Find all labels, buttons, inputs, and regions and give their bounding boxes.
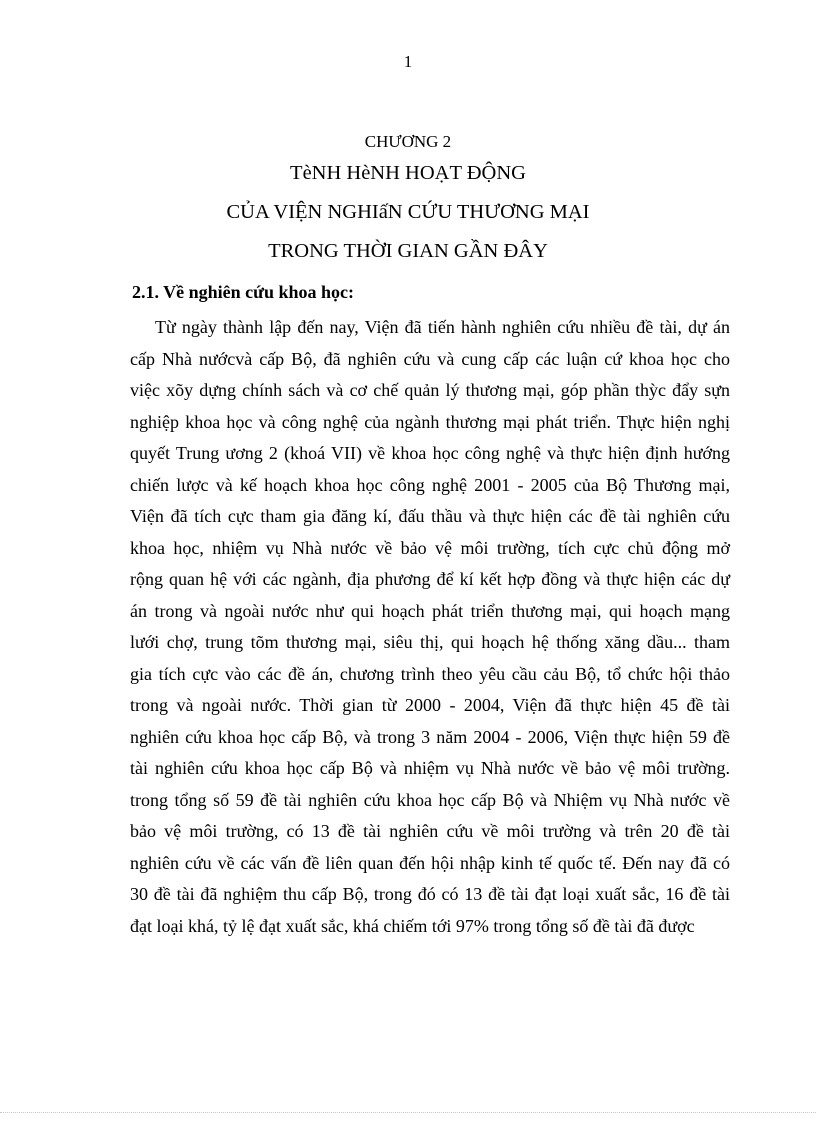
paragraph-line: trong và ngoài nước. Thời gian từ 2000 - 2004, Viện đã thực hiện 45 đề tài <box>130 695 730 715</box>
paragraph-line: nghiệp khoa học và công nghệ của ngành thương mại phát triển. Thực hiện nghị <box>130 411 730 432</box>
paragraph-line: trong tổng số 59 đề tài nghiên cứu khoa học cấp Bộ và Nhiệm vụ Nhà nước về <box>130 789 730 810</box>
chapter-title-line-2: CỦA VIỆN NGHIấN CỨU THƯƠNG MẠI <box>226 201 590 223</box>
paragraph-line: 30 đề tài đã nghiệm thu cấp Bộ, trong đó có 13 đề tài đạt loại xuất sắc, 16 đề tài <box>130 884 730 904</box>
page-bottom-divider <box>0 1112 816 1113</box>
paragraph-line: khoa học, nhiệm vụ Nhà nước về bảo vệ môi trường, tích cực chủ động mở <box>130 537 730 558</box>
paragraph-line: Từ ngày thành lập đến nay, Viện đã tiến hành nghiên cứu nhiều đề tài, dự án <box>155 317 730 337</box>
chapter-title-line-1: TèNH HèNH HOẠT ĐỘNG <box>290 162 526 184</box>
paragraph-line: tài nghiên cứu khoa học cấp Bộ và nhiệm vụ Nhà nước về bảo vệ môi trường. <box>130 758 730 778</box>
paragraph-line: nghiên cứu khoa học cấp Bộ, và trong 3 năm 2004 - 2006, Viện thực hiện 59 đề <box>130 726 730 747</box>
chapter-title-line-3: TRONG THỜI GIAN GẦN ĐÂY <box>268 240 548 262</box>
paragraph-line: chiến lược và kế hoạch khoa học công nghệ 2001 - 2005 của Bộ Thương mại, <box>130 474 730 495</box>
paragraph-line: nghiên cứu về các vấn đề liên quan đến hội nhập kinh tế quốc tế. Đến nay đã có <box>130 852 730 873</box>
paragraph-line: rộng quan hệ với các ngành, địa phương để kí kết hợp đồng và thực hiện các dự <box>130 569 730 589</box>
paragraph-line: gia tích cực vào các đề án, chương trình theo yêu cầu cảu Bộ, tổ chức hội thảo <box>130 663 730 684</box>
page-number: 1 <box>403 52 413 71</box>
paragraph-line: cấp Nhà nướcvà cấp Bộ, đã nghiên cứu và cung cấp các luận cứ khoa học cho <box>130 348 730 369</box>
chapter-label: CHƯƠNG 2 <box>364 132 452 151</box>
section-heading: 2.1. Về nghiên cứu khoa học: <box>132 282 355 302</box>
paragraph-line: việc xõy dựng chính sách và cơ chế quản lý thương mại, góp phần thỳc đẩy sựn <box>130 380 730 400</box>
paragraph-line: bảo vệ môi trường, có 13 đề tài nghiên cứu về môi trường và trên 20 đề tài <box>130 821 730 841</box>
paragraph-line: án trong và ngoài nước như qui hoạch phát triển thương mại, qui hoạch mạng <box>130 600 730 621</box>
paragraph-line: quyết Trung ương 2 (khoá VII) về khoa học công nghệ và thực hiện định hướng <box>130 443 730 463</box>
body-paragraph <box>130 312 730 942</box>
paragraph-line: đạt loại khá, tỷ lệ đạt xuất sắc, khá chiếm tới 97% trong tổng số đề tài đã được <box>130 915 695 936</box>
paragraph-line: lưới chợ, trung tõm thương mại, siêu thị, qui hoạch hệ thống xăng dầu... tham <box>130 632 730 652</box>
paragraph-line: Viện đã tích cực tham gia đăng kí, đấu thầu và thực hiện các đề tài nghiên cứu <box>130 506 730 526</box>
